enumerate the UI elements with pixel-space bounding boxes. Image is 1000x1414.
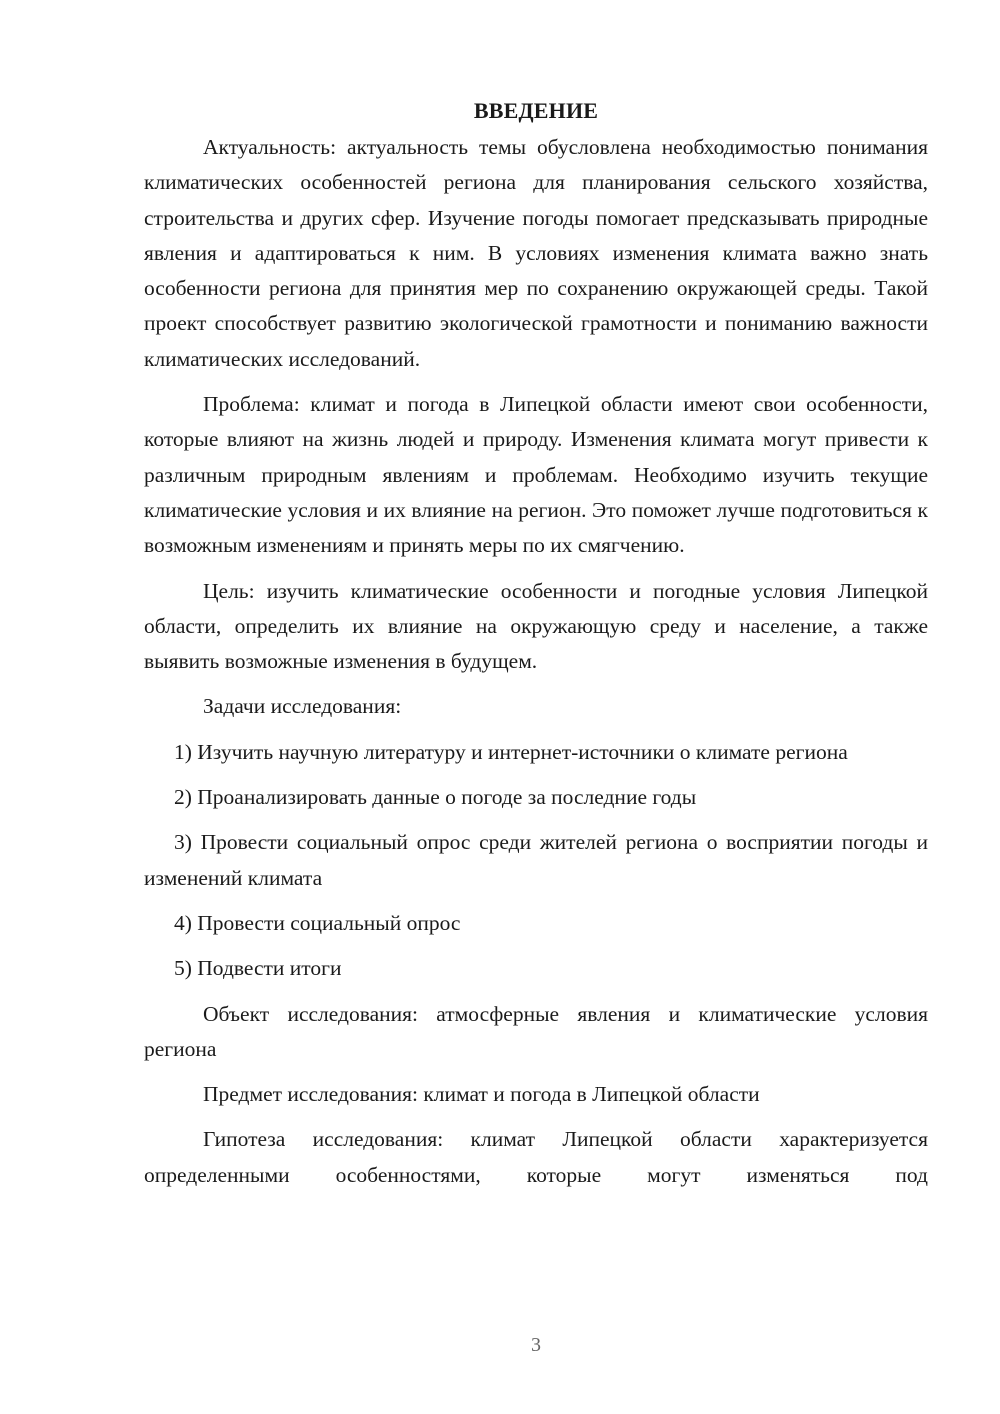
paragraph-goal: Цель: изучить климатические особенности и погодные условия Липецкой области, определить их влияние на окружающую среду и население, а также выявить возможные изменения в будущем. xyxy=(144,578,928,674)
paragraph-object: Объект исследования: атмосферные явления и климатические условия региона xyxy=(144,1001,928,1061)
section-title: ВВЕДЕНИЕ xyxy=(473,98,599,123)
document-page xyxy=(144,96,928,1193)
task-item-1: 1) Изучить научную литературу и интернет-источники о климате региона xyxy=(174,739,848,764)
task-item-3: 3) Провести социальный опрос среди жителей региона о восприятии погоды и изменений климата xyxy=(144,830,928,890)
paragraph-relevance: Актуальность: актуальность темы обусловлена необходимостью понимания климатических особенностей региона для планирования сельского хозяйства, строительства и других сфер. Изучение погоды помогает предсказывать природные явления и адаптироваться к ним. В условиях изменения климата важно знать особенности региона для принятия мер по сохранению окружающей среды. Такой проект способствует развитию экологической грамотности и пониманию важности климатических исследований. xyxy=(144,135,928,371)
task-item-2: 2) Проанализировать данные о погоде за последние годы xyxy=(174,785,697,810)
page-number: 3 xyxy=(531,1334,541,1356)
paragraph-subject: Предмет исследования: климат и погода в Липецкой области xyxy=(203,1082,760,1107)
paragraph-hypothesis: Гипотеза исследования: климат Липецкой области характеризуется определенными особенностями, которые могут изменяться под xyxy=(144,1127,928,1187)
paragraph-problem: Проблема: климат и погода в Липецкой области имеют свои особенности, которые влияют на жизнь людей и природу. Изменения климата могут привести к различным природным явлениям и проблемам. Необходимо изучить текущие климатические условия и их влияние на регион. Это поможет лучше подготовиться к возможным изменениям и принять меры по их смягчению. xyxy=(144,392,928,558)
task-item-4: 4) Провести социальный опрос xyxy=(174,910,461,935)
task-item-5: 5) Подвести итоги xyxy=(174,956,342,981)
tasks-heading: Задачи исследования: xyxy=(203,694,402,719)
